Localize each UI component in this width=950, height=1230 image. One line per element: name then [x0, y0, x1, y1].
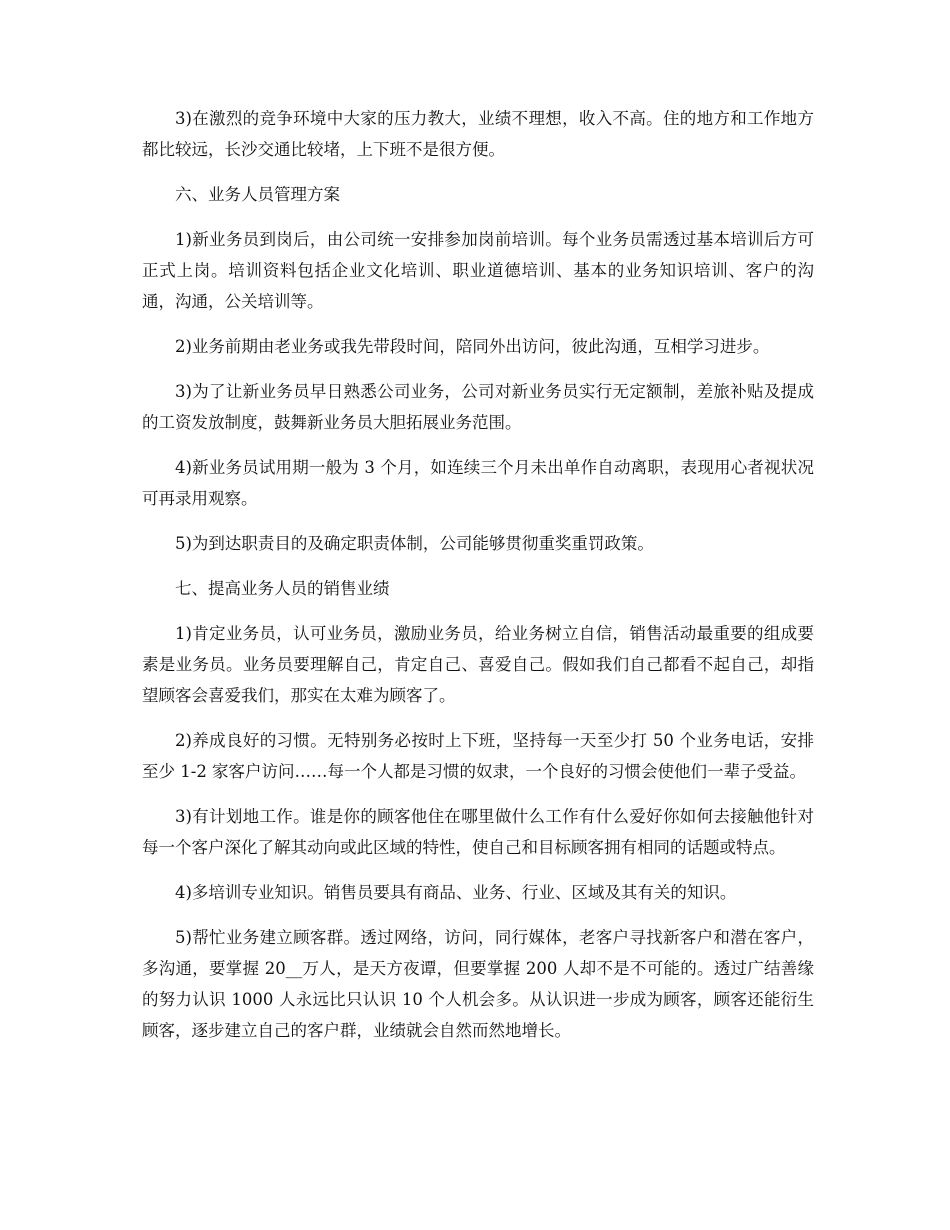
paragraph-habits: 2)养成良好的习惯。无特别务必按时上下班，坚持每一天至少打 50 个业务电话，安排至少 1-2 家客户访问……每一个人都是习惯的奴隶，一个良好的习惯会使他们一辈子受益。 [142, 731, 814, 781]
paragraph-knowledge: 4)多培训专业知识。销售员要具有商品、业务、行业、区域及其有关的知识。 [175, 883, 737, 902]
section-heading-management-plan: 六、业务人员管理方案 [175, 185, 340, 204]
paragraph-traffic-issue: 3)在激烈的竞争环境中大家的压力教大，业绩不理想，收入不高。住的地方和工作地方都比较远，长沙交通比较堵，上下班不是很方便。 [142, 109, 814, 159]
paragraph-compensation: 3)为了让新业务员早日熟悉公司业务，公司对新业务员实行无定额制，差旅补贴及提成的工资发放制度，鼓舞新业务员大胆拓展业务范围。 [142, 382, 814, 432]
paragraph-accountability: 5)为到达职责目的及确定职责体制，公司能够贯彻重奖重罚政策。 [175, 534, 654, 553]
paragraph-planning: 3)有计划地工作。谁是你的顾客他住在哪里做什么工作有什么爱好你如何去接触他针对每一个客户深化了解其动向或此区域的特性，使自己和目标顾客拥有相同的话题或特点。 [142, 807, 814, 857]
document-page [142, 103, 814, 1060]
section-heading-improve-sales: 七、提高业务人员的销售业绩 [175, 579, 390, 598]
paragraph-confidence: 1)肯定业务员，认可业务员，激励业务员，给业务树立自信，销售活动最重要的组成要素是业务员。业务员要理解自己，肯定自己、喜爱自己。假如我们自己都看不起自己，却指望顾客会喜爱我们，那实在太难为顾客了。 [142, 624, 814, 705]
paragraph-mentoring: 2)业务前期由老业务或我先带段时间，陪同外出访问，彼此沟通，互相学习进步。 [175, 337, 770, 356]
paragraph-training: 1)新业务员到岗后，由公司统一安排参加岗前培训。每个业务员需透过基本培训后方可正式上岗。培训资料包括企业文化培训、职业道德培训、基本的业务知识培训、客户的沟通，沟通，公关培训等。 [142, 230, 814, 311]
paragraph-customer-base: 5)帮忙业务建立顾客群。透过网络，访问，同行媒体，老客户寻找新客户和潜在客户，多沟通，要掌握 20__万人，是天方夜谭，但要掌握 200 人却不是不可能的。透过广结善缘的努力认识 1000 人永远比只认识 10 个人机会多。从认识进一步成为顾客，顾客还能衍生顾客，逐步建立自己的客户群，业绩就会自然而然地增长。 [142, 928, 814, 1040]
paragraph-probation: 4)新业务员试用期一般为 3 个月，如连续三个月未出单作自动离职，表现用心者视状况可再录用观察。 [142, 458, 814, 508]
